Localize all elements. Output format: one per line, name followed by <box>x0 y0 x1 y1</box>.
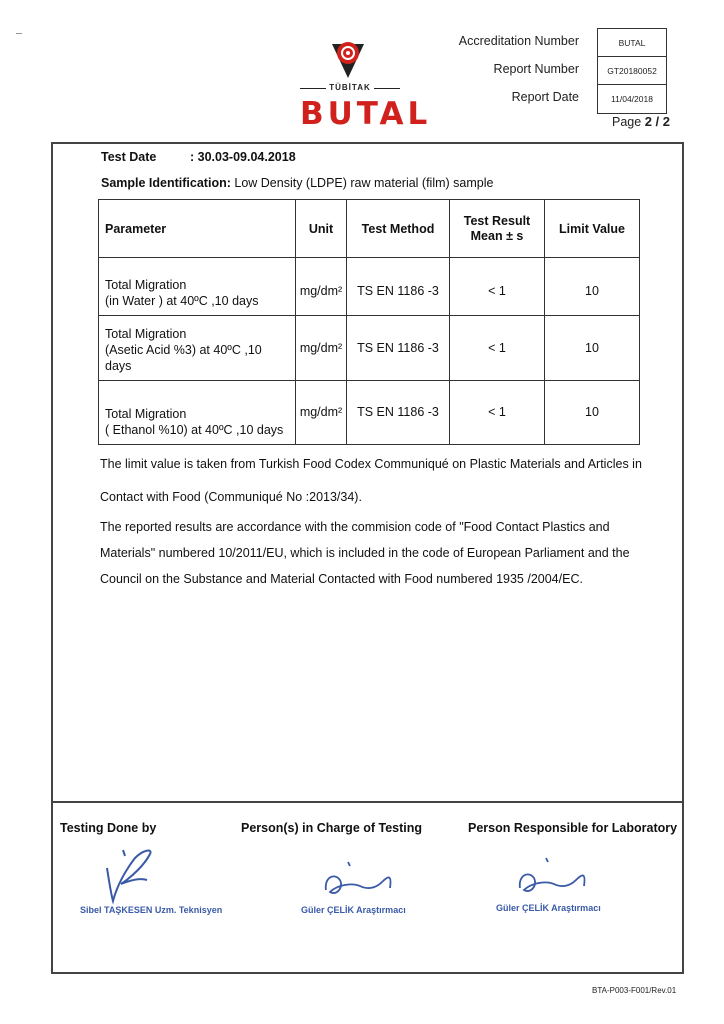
row-parameter <box>99 258 296 316</box>
row-limit: 10 <box>545 258 640 316</box>
signer-3-name: Güler ÇELİK Araştırmacı <box>496 903 601 913</box>
scan-mark <box>16 33 22 34</box>
col-unit: Unit <box>296 200 347 258</box>
accreditation-value: BUTAL <box>598 29 666 57</box>
signature-1-icon <box>95 846 165 906</box>
row-limit: 10 <box>545 381 640 445</box>
header-value-box <box>597 28 667 114</box>
col-parameter: Parameter <box>99 200 296 258</box>
param-line: (Asetic Acid %3) at 40ºC ,10 <box>105 343 262 357</box>
sample-identification <box>101 176 493 190</box>
signature-2-icon <box>316 860 406 904</box>
param-line: Total Migration <box>105 278 187 292</box>
logo-brand-text: BUTAL <box>300 96 432 132</box>
table-row <box>99 381 640 445</box>
signer-2-name: Güler ÇELİK Araştırmacı <box>301 905 406 915</box>
param-line: days <box>105 359 132 373</box>
sample-value: Low Density (LDPE) raw material (film) sample <box>230 176 494 190</box>
page-prefix: Page <box>612 115 642 129</box>
row-parameter <box>99 381 296 445</box>
col-result-line2: Mean ± s <box>470 228 524 243</box>
row-method: TS EN 1186 -3 <box>347 316 450 381</box>
note-line: Contact with Food (Communiqué No :2013/34). <box>100 490 362 504</box>
signer-1-name: Sibel TAŞKESEN Uzm. Teknisyen <box>80 905 223 915</box>
report-number-label: Report Number <box>493 62 579 76</box>
tubitak-emblem-icon <box>330 38 366 82</box>
row-method: TS EN 1186 -3 <box>347 258 450 316</box>
row-unit: mg/dm² <box>296 258 347 316</box>
note-line: Materials" numbered 10/2011/EU, which is included in the code of European Parliament and the <box>100 546 630 560</box>
report-date-label: Report Date <box>511 90 579 104</box>
row-unit: mg/dm² <box>296 381 347 445</box>
param-line: Total Migration <box>105 407 187 421</box>
row-limit: 10 <box>545 316 640 381</box>
param-line: (in Water ) at 40ºC ,10 days <box>105 294 259 308</box>
row-result: < 1 <box>450 316 545 381</box>
row-result: < 1 <box>450 258 545 316</box>
test-date-label: Test Date <box>101 150 157 164</box>
accreditation-label: Accreditation Number <box>458 34 579 48</box>
responsible-heading: Person Responsible for Laboratory <box>468 821 678 835</box>
logo-org-text: TÜBİTAK <box>300 83 400 92</box>
row-result: < 1 <box>450 381 545 445</box>
col-limit: Limit Value <box>545 200 640 258</box>
page-number <box>612 114 670 129</box>
param-line: ( Ethanol %10) at 40ºC ,10 days <box>105 423 284 437</box>
table-header-row <box>99 200 640 258</box>
param-line: Total Migration <box>105 327 187 341</box>
form-code-footer: BTA-P003-F001/Rev.01 <box>592 986 677 995</box>
col-method: Test Method <box>347 200 450 258</box>
table-row <box>99 258 640 316</box>
row-parameter <box>99 316 296 381</box>
sample-label: Sample Identification: <box>101 176 231 190</box>
page-value: 2 / 2 <box>644 114 670 129</box>
results-table <box>98 199 640 445</box>
col-result <box>450 200 545 258</box>
row-unit: mg/dm² <box>296 316 347 381</box>
table-row <box>99 316 640 381</box>
report-date-value: 11/04/2018 <box>611 94 653 104</box>
note-line: The reported results are accordance with the commision code of "Food Contact Plastics and <box>100 520 610 534</box>
note-line: The limit value is taken from Turkish Food Codex Communiqué on Plastic Materials and Articles in <box>100 457 642 471</box>
in-charge-heading: Person(s) in Charge of Testing <box>241 821 423 835</box>
row-method: TS EN 1186 -3 <box>347 381 450 445</box>
signature-3-icon <box>510 856 600 900</box>
note-line: Council on the Substance and Material Contacted with Food numbered 1935 /2004/EC. <box>100 572 583 586</box>
signature-divider <box>51 801 684 803</box>
testing-done-by-heading: Testing Done by <box>60 821 157 835</box>
test-date-value: : 30.03-09.04.2018 <box>190 150 296 164</box>
col-result-line1: Test Result <box>463 213 531 228</box>
report-number-value: GT20180052 <box>598 57 666 85</box>
tubitak-butal-logo <box>300 38 432 132</box>
